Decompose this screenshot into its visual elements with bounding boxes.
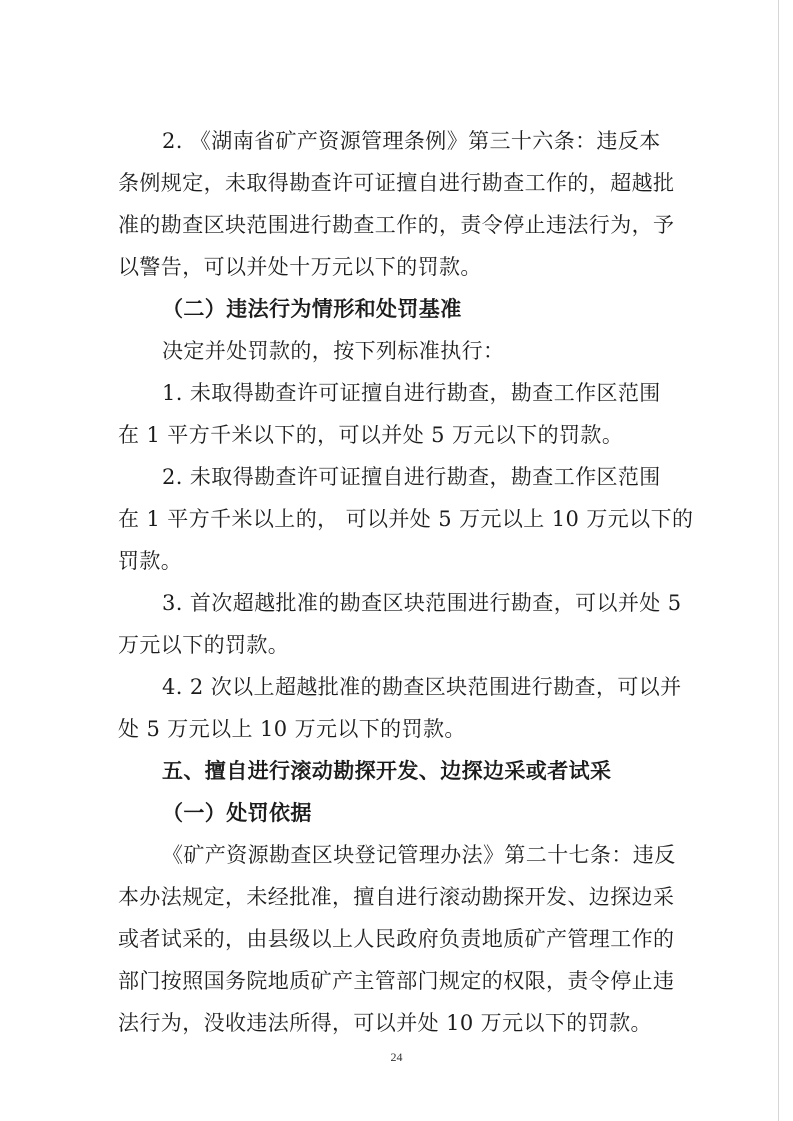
item-3-line-2: 万元以下的罚款。 [118,633,290,657]
item-2-line-1: 2. 未取得勘查许可证擅自进行勘查，勘查工作区范围 [162,465,661,489]
item-2-line-3: 罚款。 [118,549,183,573]
item-2-line-2: 在 1 平方千米以上的， 可以并处 5 万元以上 10 万元以下的 [118,507,694,531]
article-27-line-4: 部门按照国务院地质矿产主管部门规定的权限，责令停止违 [118,969,675,993]
article-27-line-3: 或者试采的，由县级以上人民政府负责地质矿产管理工作的 [118,927,675,951]
item-1-line-1: 1. 未取得勘查许可证擅自进行勘查，勘查工作区范围 [162,381,661,405]
standards-intro: 决定并处罚款的，按下列标准执行： [162,339,505,363]
section-heading-violation-standards: （二）违法行为情形和处罚基准 [162,296,462,321]
article-36-line-4: 以警告，可以并处十万元以下的罚款。 [118,255,482,279]
article-36-line-1: 2. 《湖南省矿产资源管理条例》第三十六条：违反本 [162,129,661,153]
item-1-line-2: 在 1 平方千米以下的，可以并处 5 万元以下的罚款。 [118,423,624,447]
item-4-line-1: 4. 2 次以上超越批准的勘查区块范围进行勘查，可以并 [162,675,682,699]
article-36-line-2: 条例规定，未取得勘查许可证擅自进行勘查工作的，超越批 [118,171,675,195]
subheading-penalty-basis: （一）处罚依据 [162,800,312,825]
article-36-line-3: 准的勘查区块范围进行勘查工作的，责令停止违法行为，予 [118,213,675,237]
item-3-line-1: 3. 首次超越批准的勘查区块范围进行勘查，可以并处 5 [162,591,682,615]
article-27-line-2: 本办法规定，未经批准，擅自进行滚动勘探开发、边探边采 [118,885,675,909]
item-4-line-2: 处 5 万元以上 10 万元以下的罚款。 [118,717,466,741]
article-27-line-5: 法行为，没收违法所得，可以并处 10 万元以下的罚款。 [118,1011,652,1035]
page-edge-divider [778,0,779,1121]
section-heading-rolling-exploration: 五、擅自进行滚动勘探开发、边探边采或者试采 [162,758,612,783]
article-27-line-1: 《矿产资源勘查区块登记管理办法》第二十七条：违反 [162,843,676,867]
page-number: 24 [390,1050,403,1064]
